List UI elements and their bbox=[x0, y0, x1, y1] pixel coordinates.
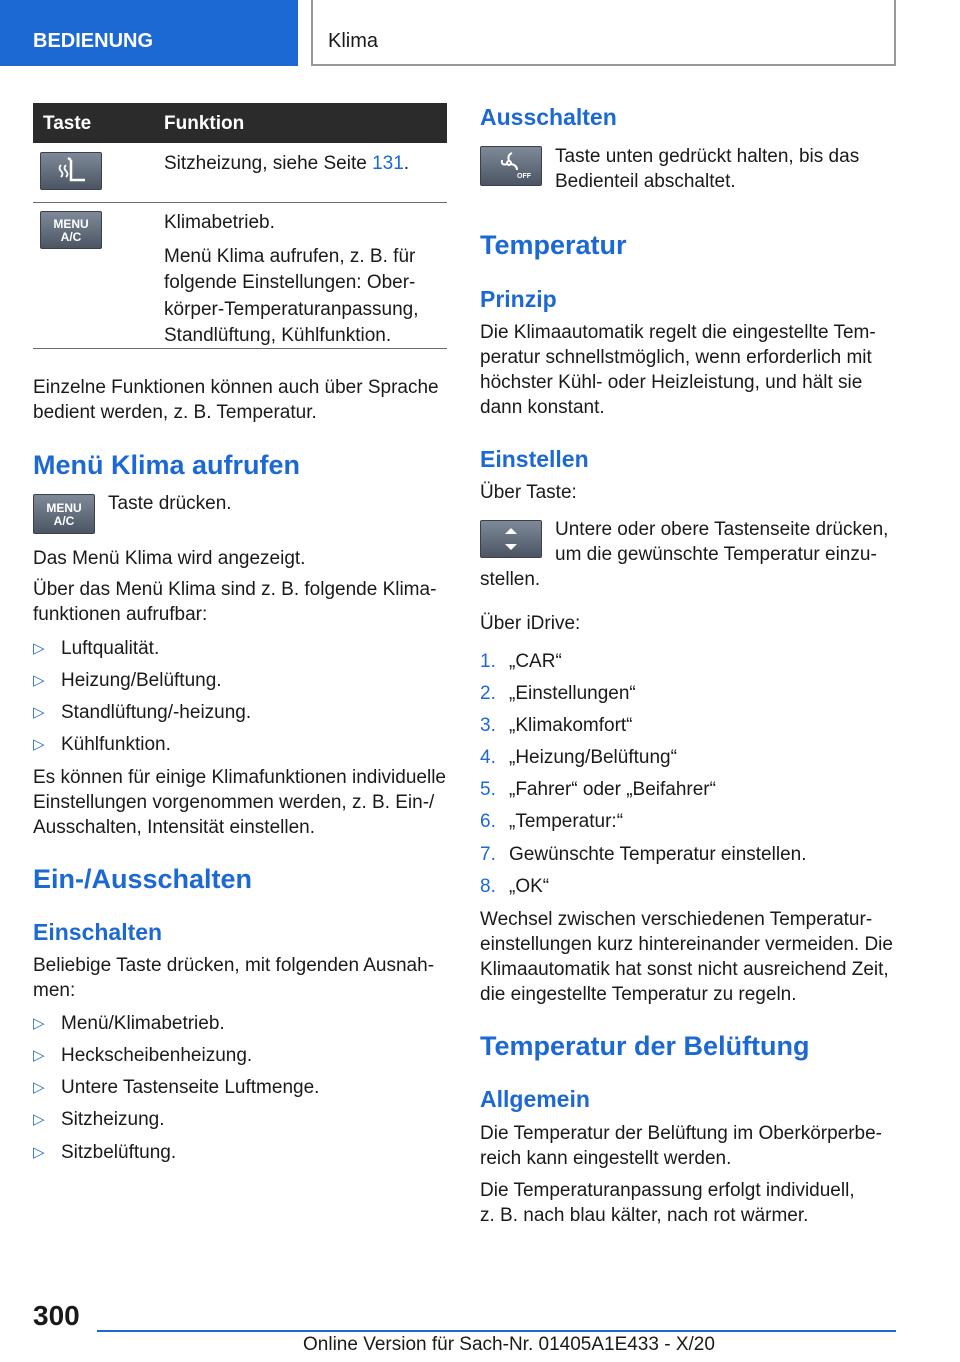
text-line: Taste unten gedrückt halten, bis das bbox=[555, 146, 860, 167]
triangle-bullet-icon: ▷ bbox=[33, 1047, 45, 1064]
row-line: Menü Klima aufrufen, z. B. für bbox=[164, 245, 416, 267]
paragraph: Über iDrive: bbox=[480, 613, 581, 634]
triangle-bullet-icon: ▷ bbox=[33, 1015, 45, 1032]
step-text: „Temperatur:“ bbox=[509, 811, 624, 832]
table-divider bbox=[33, 202, 447, 203]
seat-heating-icon bbox=[41, 153, 101, 189]
paragraph bbox=[33, 375, 439, 425]
table-header bbox=[33, 103, 447, 143]
menu-ac-button-image bbox=[40, 211, 102, 249]
paragraph bbox=[480, 1178, 855, 1228]
heading-einschalten: Einschalten bbox=[33, 919, 163, 945]
up-down-arrows-icon bbox=[481, 521, 541, 557]
heading-ein-ausschalten: Ein-/Ausschalten bbox=[33, 864, 253, 894]
row-line: Standlüftung, Kühlfunktion. bbox=[164, 325, 392, 346]
heading-temperatur: Temperatur bbox=[480, 230, 627, 260]
step-text: „Fahrer“ oder „Beifahrer“ bbox=[509, 779, 716, 800]
text-line: Die Klimaautomatik regelt die eingestellte Tem- bbox=[480, 322, 876, 343]
table-divider bbox=[33, 348, 447, 349]
heading-prinzip: Prinzip bbox=[480, 286, 557, 312]
list-text: Sitzheizung. bbox=[61, 1109, 165, 1130]
list-text: Sitzbelüftung. bbox=[61, 1142, 177, 1163]
page-number: 300 bbox=[33, 1300, 80, 1331]
triangle-bullet-icon: ▷ bbox=[33, 1111, 45, 1128]
paragraph bbox=[480, 907, 893, 1007]
step-number: 8. bbox=[480, 876, 496, 897]
row-line: folgende Einstellungen: Ober- bbox=[164, 272, 416, 293]
row-text-end: . bbox=[403, 153, 410, 174]
text-line: reich kann eingestellt werden. bbox=[480, 1148, 732, 1169]
section-label: BEDIENUNG bbox=[33, 30, 154, 52]
step-text: „CAR“ bbox=[509, 651, 562, 672]
menu-label: MENU bbox=[53, 217, 89, 231]
text-line: Die Temperaturanpassung erfolgt individuell, bbox=[480, 1180, 855, 1201]
text-line: um die gewünschte Temperatur einzu- bbox=[555, 544, 877, 565]
triangle-bullet-icon: ▷ bbox=[33, 640, 45, 657]
list-text: Luftqualität. bbox=[61, 638, 160, 659]
text-line: Einzelne Funktionen können auch über Sprache bbox=[33, 377, 439, 398]
step-text: „Klimakomfort“ bbox=[509, 715, 633, 736]
list-text: Menü/Klimabetrieb. bbox=[61, 1013, 225, 1034]
triangle-bullet-icon: ▷ bbox=[33, 1079, 45, 1096]
paragraph bbox=[555, 517, 888, 567]
text-line: Beliebige Taste drücken, mit folgenden Ausnah- bbox=[33, 955, 435, 976]
step-number: 5. bbox=[480, 779, 496, 800]
step-number: 2. bbox=[480, 683, 496, 704]
text-line: Über das Menü Klima sind z. B. folgende Klima- bbox=[33, 579, 437, 600]
heading-temperatur-belueftung: Temperatur der Belüftung bbox=[480, 1031, 810, 1061]
step-number: 7. bbox=[480, 844, 496, 865]
text-line: Einstellungen vorgenommen werden, z. B. Ein-/ bbox=[33, 792, 435, 813]
paragraph bbox=[33, 577, 436, 627]
table-row-klimabetrieb bbox=[164, 210, 419, 350]
section-tab bbox=[0, 0, 298, 66]
menu-label: MENU bbox=[46, 501, 82, 515]
list-text: Heckscheibenheizung. bbox=[61, 1045, 253, 1066]
paragraph bbox=[480, 1121, 882, 1171]
paragraph: Das Menü Klima wird angezeigt. bbox=[33, 548, 306, 569]
ac-label: A/C bbox=[53, 514, 75, 528]
triangle-bullet-icon: ▷ bbox=[33, 736, 45, 753]
paragraph bbox=[33, 765, 446, 840]
text-line: funktionen aufrufbar: bbox=[33, 604, 208, 625]
chapter-tab bbox=[311, 0, 896, 66]
list-text: Kühlfunktion. bbox=[61, 734, 171, 755]
paragraph bbox=[555, 144, 859, 194]
row-line: Klimabetrieb. bbox=[164, 212, 275, 233]
step-text: „Heizung/Belüftung“ bbox=[509, 747, 677, 768]
step-number: 1. bbox=[480, 651, 496, 672]
paragraph: Über Taste: bbox=[480, 482, 577, 503]
row-text: Sitzheizung, siehe Seite bbox=[164, 153, 373, 174]
heading-menu-klima: Menü Klima aufrufen bbox=[33, 450, 301, 480]
column-header-taste: Taste bbox=[43, 113, 92, 134]
text-line: Ausschalten, Intensität einstellen. bbox=[33, 817, 316, 838]
page-link[interactable]: 131 bbox=[372, 153, 404, 174]
step-text: Gewünschte Temperatur einstellen. bbox=[509, 844, 807, 865]
list-text: Heizung/Belüftung. bbox=[61, 670, 222, 691]
triangle-bullet-icon: ▷ bbox=[33, 1144, 45, 1161]
text-line: höchster Kühl- oder Heizleistung, und hält sie bbox=[480, 372, 863, 393]
off-label: OFF bbox=[517, 173, 531, 180]
instruction-text: Taste drücken. bbox=[108, 493, 232, 514]
text-line: z. B. nach blau kälter, nach rot wärmer. bbox=[480, 1205, 809, 1226]
footer-rule bbox=[97, 1330, 896, 1332]
text-line: Bedienteil abschaltet. bbox=[555, 171, 736, 192]
seat-heating-button-image bbox=[40, 152, 102, 190]
triangle-bullet-icon: ▷ bbox=[33, 704, 45, 721]
column-header-funktion: Funktion bbox=[164, 113, 245, 134]
fan-off-button-image bbox=[480, 146, 542, 186]
text-line: Klimaautomatik hat sonst nicht ausreichend Zeit, bbox=[480, 959, 889, 980]
text-line: Untere oder obere Tastenseite drücken, bbox=[555, 519, 889, 540]
text-line: men: bbox=[33, 980, 76, 1001]
heading-allgemein: Allgemein bbox=[480, 1086, 590, 1112]
text-line: die eingestellte Temperatur zu regeln. bbox=[480, 984, 797, 1005]
text-line: Die Temperatur der Belüftung im Oberkörperbe- bbox=[480, 1123, 883, 1144]
text-line: bedient werden, z. B. Temperatur. bbox=[33, 402, 317, 423]
heading-ausschalten: Ausschalten bbox=[480, 104, 617, 130]
fan-off-icon bbox=[481, 147, 541, 185]
text-line: Wechsel zwischen verschiedenen Temperatur- bbox=[480, 909, 873, 930]
text-line: einstellungen kurz hintereinander vermeiden. Die bbox=[480, 934, 893, 955]
paragraph bbox=[33, 953, 434, 1003]
text-line: peratur schnellstmöglich, wenn erforderlich mit bbox=[480, 347, 872, 368]
row-line: körper-Temperaturanpassung, bbox=[164, 298, 419, 320]
temperature-rocker-button-image bbox=[480, 520, 542, 558]
chapter-title: Klima bbox=[328, 30, 379, 52]
menu-ac-button-image bbox=[33, 494, 95, 534]
text-line: Es können für einige Klimafunktionen individuelle bbox=[33, 767, 446, 788]
step-text: „OK“ bbox=[509, 876, 550, 897]
text-line: stellen. bbox=[480, 569, 541, 590]
heading-einstellen: Einstellen bbox=[480, 446, 589, 472]
footer-version-text: Online Version für Sach-Nr. 01405A1E433 - X/20 bbox=[303, 1334, 715, 1355]
list-text: Standlüftung/-heizung. bbox=[61, 702, 252, 723]
table-row-sitzheizung bbox=[164, 151, 409, 176]
paragraph bbox=[480, 320, 876, 420]
ac-label: A/C bbox=[60, 230, 82, 244]
step-text: „Einstellungen“ bbox=[509, 683, 636, 704]
text-line: dann konstant. bbox=[480, 397, 605, 418]
triangle-bullet-icon: ▷ bbox=[33, 672, 45, 689]
step-number: 6. bbox=[480, 811, 496, 832]
step-number: 4. bbox=[480, 747, 496, 768]
step-number: 3. bbox=[480, 715, 496, 736]
list-text: Untere Tastenseite Luftmenge. bbox=[61, 1077, 320, 1098]
